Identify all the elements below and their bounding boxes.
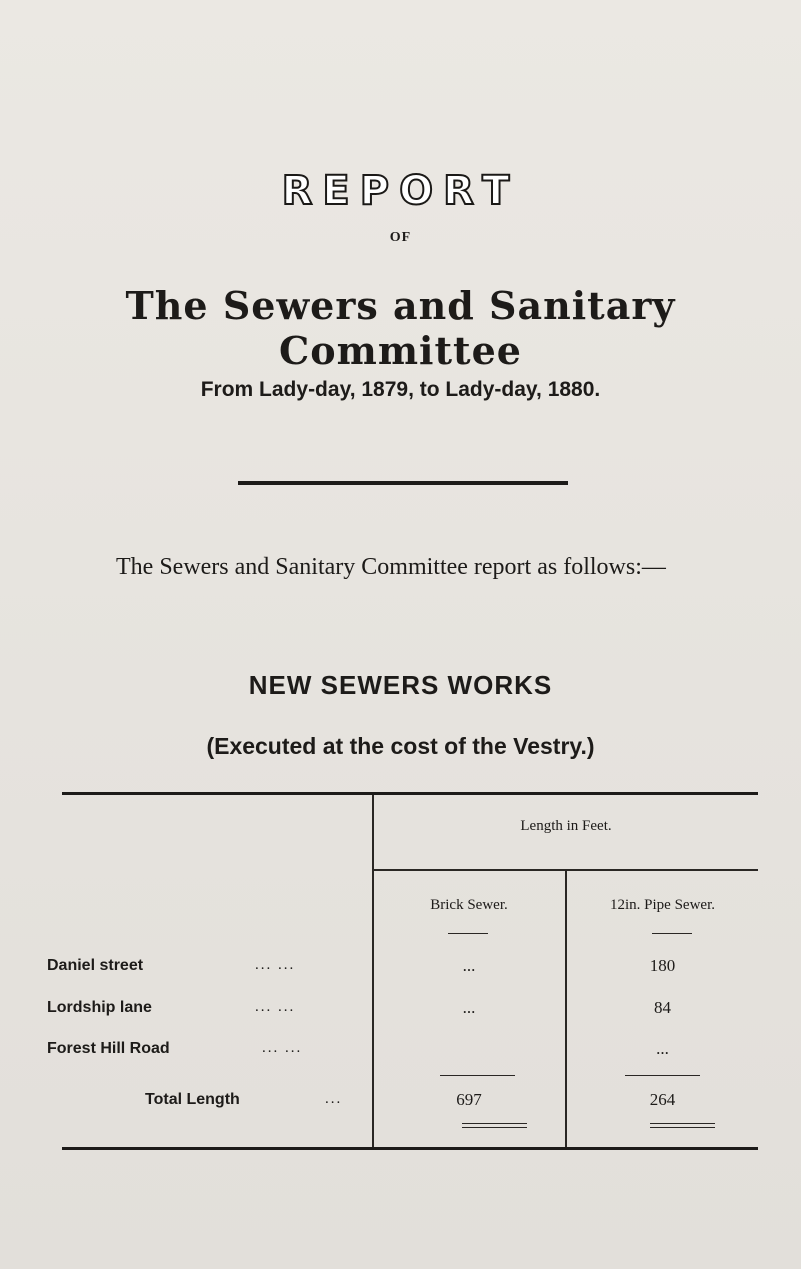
total-double-rule <box>462 1127 527 1128</box>
total-double-rule <box>650 1127 715 1128</box>
bleed-through-text <box>40 120 48 143</box>
divider <box>238 481 568 485</box>
cell-pipe: ... <box>656 1039 669 1058</box>
report-of: OF <box>389 230 412 245</box>
header-underline <box>448 933 488 934</box>
row-label-daniel-street: Daniel street <box>47 957 144 974</box>
cell-pipe: 84 <box>654 998 671 1017</box>
table-group-header: Length in Feet. <box>520 818 612 834</box>
sum-rule <box>625 1075 700 1076</box>
row-label-forest-hill-road: Forest Hill Road <box>47 1040 170 1057</box>
report-title: REPORT <box>281 168 520 214</box>
total-pipe: 264 <box>649 1090 676 1109</box>
row-label-total: Total Length <box>145 1091 240 1108</box>
leader-dots: ... <box>325 1091 343 1107</box>
total-double-rule <box>462 1123 527 1124</box>
table-top-rule <box>62 792 758 795</box>
row-label-lordship-lane: Lordship lane <box>47 999 152 1016</box>
intro-paragraph: The Sewers and Sanitary Committee report as follows:— <box>116 554 666 580</box>
report-period: From Lady-day, 1879, to Lady-day, 1880. <box>200 378 601 401</box>
total-brick: 697 <box>456 1090 482 1109</box>
table-bottom-rule <box>62 1147 758 1150</box>
committee-name: The Sewers and Sanitary Committee <box>125 283 676 373</box>
total-double-rule <box>650 1123 715 1124</box>
section-subheading: (Executed at the cost of the Vestry.) <box>206 733 595 759</box>
section-heading: NEW SEWERS WORKS <box>248 670 553 700</box>
sum-rule <box>440 1075 515 1076</box>
leader-dots: ... ... <box>262 1040 303 1056</box>
column-header-pipe: 12in. Pipe Sewer. <box>610 897 715 913</box>
header-underline <box>652 933 692 934</box>
cell-pipe: 180 <box>649 956 676 975</box>
leader-dots: ... ... <box>255 957 296 973</box>
leader-dots: ... ... <box>255 999 296 1015</box>
cell-brick: ... <box>462 956 476 975</box>
table-header-rule <box>372 869 758 871</box>
cell-brick: ... <box>462 998 476 1017</box>
column-header-brick: Brick Sewer. <box>430 897 508 913</box>
